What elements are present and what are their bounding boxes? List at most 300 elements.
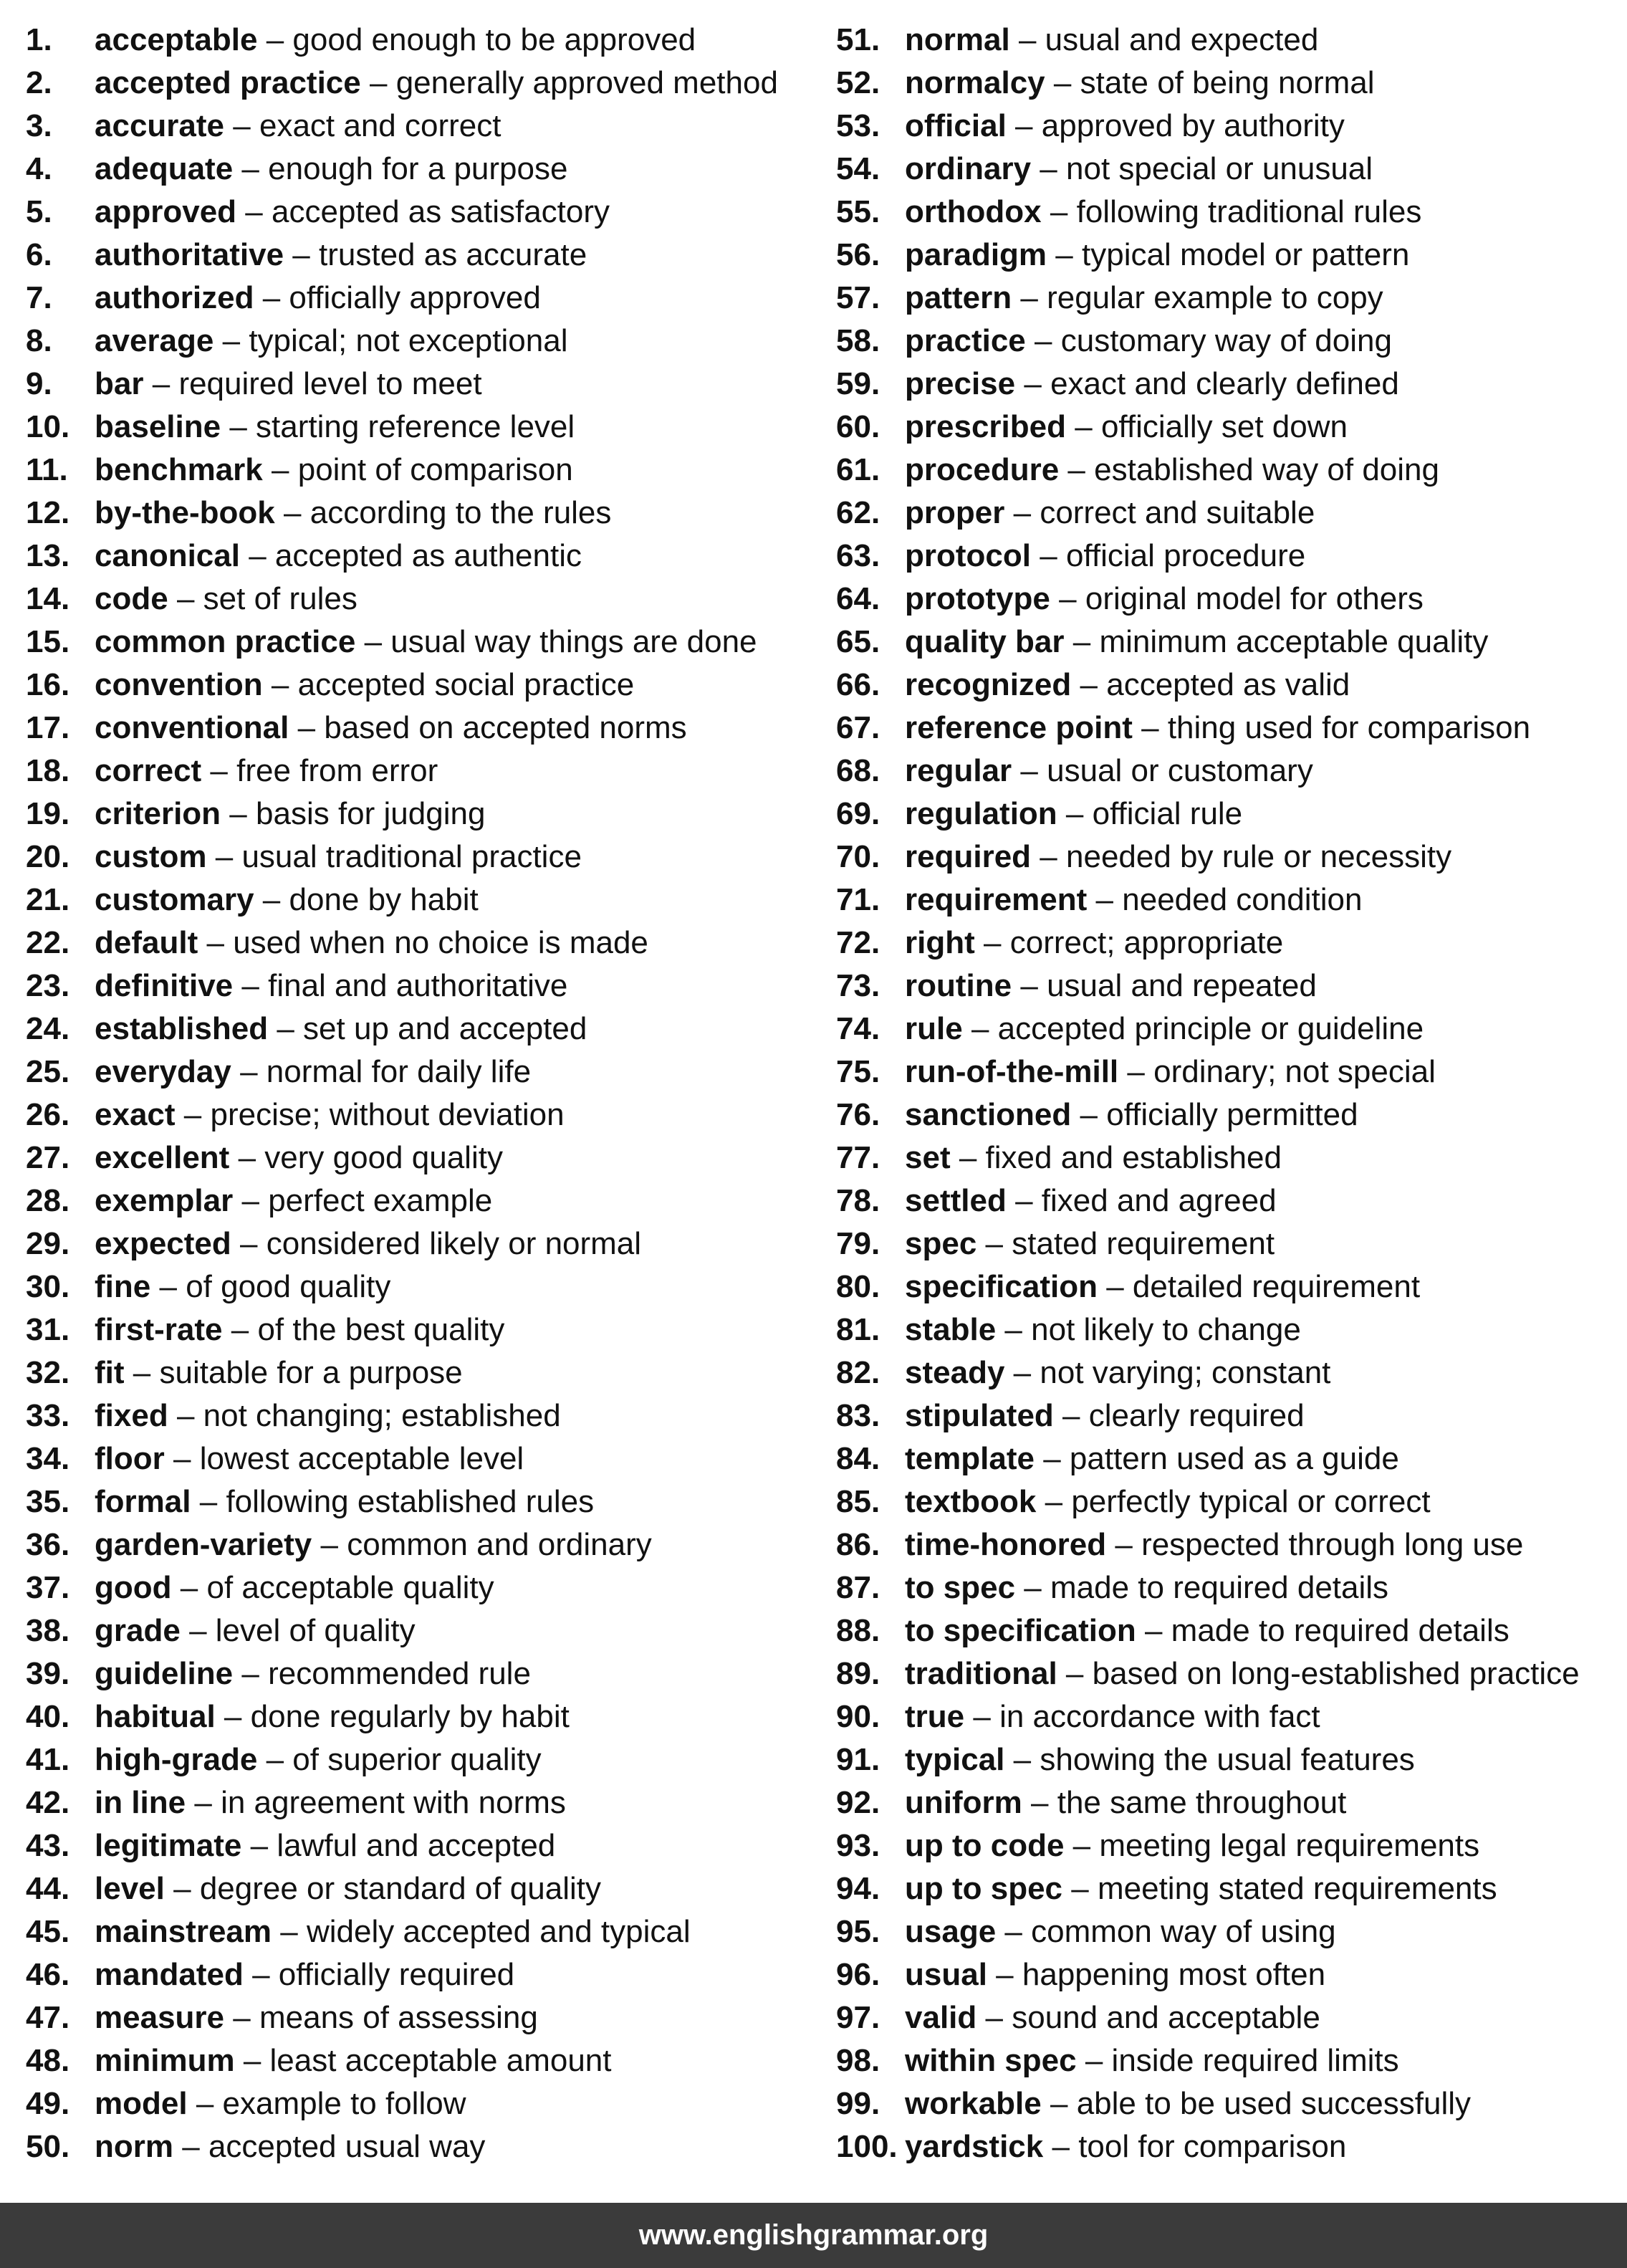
- list-item: [26, 1740, 778, 1783]
- list-item: [836, 1998, 1580, 2041]
- entry-definition: common way of using: [1031, 1914, 1336, 1949]
- entry-separator: –: [182, 2129, 200, 2164]
- entry-separator: –: [240, 1054, 258, 1089]
- entry-definition: based on accepted norms: [324, 710, 687, 745]
- entry-definition: pattern used as a guide: [1069, 1441, 1399, 1476]
- entry-separator: –: [277, 1011, 294, 1046]
- entry-number: 74.: [836, 1011, 880, 1046]
- entry-definition: inside required limits: [1111, 2043, 1399, 2078]
- list-item: [26, 1267, 778, 1310]
- entry-definition: final and authoritative: [268, 968, 568, 1003]
- list-item: [26, 536, 778, 579]
- entry-word: benchmark: [95, 452, 263, 487]
- entry-word: steady: [905, 1355, 1005, 1390]
- list-item: [26, 2084, 778, 2127]
- list-item: [836, 1052, 1580, 1095]
- list-item: [26, 622, 778, 665]
- entry-definition: correct; appropriate: [1009, 925, 1284, 960]
- entry-separator: –: [206, 925, 224, 960]
- list-item: [836, 1740, 1580, 1783]
- entry-definition: typical model or pattern: [1082, 237, 1410, 272]
- list-item: [836, 794, 1580, 837]
- entry-number: 32.: [26, 1355, 70, 1390]
- list-item: [26, 106, 778, 149]
- entry-separator: –: [1144, 1613, 1163, 1648]
- entry-word: to spec: [905, 1570, 1016, 1605]
- entry-definition: level of quality: [215, 1613, 416, 1648]
- entry-word: required: [905, 839, 1032, 874]
- list-item: [26, 751, 778, 794]
- entry-number: 4.: [26, 151, 52, 186]
- entry-number: 24.: [26, 1011, 70, 1046]
- entry-word: acceptable: [95, 22, 258, 57]
- list-item: [836, 1181, 1580, 1224]
- entry-separator: –: [229, 796, 247, 831]
- entry-separator: –: [196, 2086, 214, 2121]
- entry-word: specification: [905, 1269, 1098, 1304]
- entry-number: 80.: [836, 1269, 880, 1304]
- entry-definition: widely accepted and typical: [306, 1914, 691, 1949]
- entry-number: 95.: [836, 1914, 880, 1949]
- entry-definition: ordinary; not special: [1153, 1054, 1436, 1089]
- list-item: [836, 751, 1580, 794]
- entry-definition: of the best quality: [257, 1312, 505, 1347]
- entry-separator: –: [241, 1183, 259, 1218]
- entry-definition: usual or customary: [1047, 753, 1313, 788]
- entry-separator: –: [280, 1914, 298, 1949]
- list-item: [836, 321, 1580, 364]
- entry-definition: in accordance with fact: [999, 1699, 1320, 1734]
- entry-word: first-rate: [95, 1312, 223, 1347]
- list-item: [836, 235, 1580, 278]
- entry-number: 30.: [26, 1269, 70, 1304]
- entry-word: norm: [95, 2129, 173, 2164]
- entry-separator: –: [266, 22, 284, 57]
- list-item: [836, 1482, 1580, 1525]
- entry-separator: –: [245, 194, 263, 229]
- entry-number: 12.: [26, 495, 70, 530]
- entry-separator: –: [1127, 1054, 1145, 1089]
- entry-definition: the same throughout: [1057, 1785, 1347, 1820]
- list-item: [836, 493, 1580, 536]
- entry-number: 9.: [26, 366, 52, 401]
- entry-definition: thing used for comparison: [1167, 710, 1531, 745]
- entry-separator: –: [985, 1226, 1004, 1261]
- entry-definition: accepted as satisfactory: [272, 194, 610, 229]
- entry-separator: –: [262, 280, 281, 315]
- entry-definition: detailed requirement: [1132, 1269, 1421, 1304]
- list-item: [836, 63, 1580, 106]
- entry-definition: suitable for a purpose: [159, 1355, 463, 1390]
- entry-separator: –: [241, 1656, 259, 1691]
- list-item: [26, 1912, 778, 1955]
- entry-number: 68.: [836, 753, 880, 788]
- entry-separator: –: [173, 1871, 191, 1906]
- entry-number: 37.: [26, 1570, 70, 1605]
- list-item: [26, 364, 778, 407]
- list-item: [836, 1525, 1580, 1568]
- entry-word: workable: [905, 2086, 1042, 2121]
- entry-definition: precise; without deviation: [210, 1097, 565, 1132]
- entry-word: accepted practice: [95, 65, 361, 100]
- entry-word: procedure: [905, 452, 1060, 487]
- entry-number: 69.: [836, 796, 880, 831]
- footer-banner: [0, 2203, 1627, 2268]
- entry-word: typical: [905, 1742, 1005, 1777]
- list-item: [26, 278, 778, 321]
- entry-separator: –: [1080, 667, 1098, 702]
- entry-word: exact: [95, 1097, 176, 1132]
- list-item: [26, 1869, 778, 1912]
- list-item: [836, 1826, 1580, 1869]
- entry-definition: perfect example: [268, 1183, 493, 1218]
- entry-separator: –: [231, 1312, 249, 1347]
- entry-word: conventional: [95, 710, 289, 745]
- entry-separator: –: [249, 538, 267, 573]
- entry-word: approved: [95, 194, 237, 229]
- entry-definition: exact and clearly defined: [1050, 366, 1399, 401]
- entry-number: 11.: [26, 452, 68, 487]
- entry-number: 62.: [836, 495, 880, 530]
- entry-word: run-of-the-mill: [905, 1054, 1119, 1089]
- entry-word: stipulated: [905, 1398, 1054, 1433]
- entry-definition: happening most often: [1022, 1957, 1326, 1992]
- entry-word: up to code: [905, 1828, 1065, 1863]
- entry-definition: according to the rules: [309, 495, 612, 530]
- entry-separator: –: [262, 882, 281, 917]
- entry-word: orthodox: [905, 194, 1042, 229]
- list-item: [26, 1998, 778, 2041]
- entry-definition: fixed and established: [985, 1140, 1282, 1175]
- entry-separator: –: [1018, 22, 1037, 57]
- entry-definition: exact and correct: [259, 108, 501, 143]
- entry-word: routine: [905, 968, 1012, 1003]
- entry-word: uniform: [905, 1785, 1022, 1820]
- entry-separator: –: [1095, 882, 1114, 917]
- entry-number: 73.: [836, 968, 880, 1003]
- entry-separator: –: [1080, 1097, 1098, 1132]
- list-item: [836, 364, 1580, 407]
- entry-definition: done regularly by habit: [250, 1699, 570, 1734]
- list-item: [26, 20, 778, 63]
- entry-separator: –: [1013, 495, 1032, 530]
- entry-definition: in agreement with norms: [221, 1785, 566, 1820]
- list-item: [26, 579, 778, 622]
- list-item: [26, 1654, 778, 1697]
- entry-number: 76.: [836, 1097, 880, 1132]
- entry-definition: clearly required: [1088, 1398, 1305, 1433]
- entry-number: 52.: [836, 65, 880, 100]
- entry-separator: –: [1050, 194, 1068, 229]
- entry-number: 47.: [26, 2000, 70, 2035]
- entry-number: 53.: [836, 108, 880, 143]
- entry-definition: usual way things are done: [390, 624, 757, 659]
- entry-definition: perfectly typical or correct: [1071, 1484, 1431, 1519]
- entry-word: regulation: [905, 796, 1057, 831]
- entry-separator: –: [973, 1699, 991, 1734]
- entry-number: 60.: [836, 409, 880, 444]
- entry-word: time-honored: [905, 1527, 1107, 1562]
- entry-definition: original model for others: [1085, 581, 1424, 616]
- entry-number: 23.: [26, 968, 70, 1003]
- entry-number: 63.: [836, 538, 880, 573]
- entry-number: 35.: [26, 1484, 70, 1519]
- entry-word: accurate: [95, 108, 225, 143]
- entry-number: 89.: [836, 1656, 880, 1691]
- entry-word: official: [905, 108, 1007, 143]
- entry-definition: officially permitted: [1106, 1097, 1358, 1132]
- entry-number: 1.: [26, 22, 52, 57]
- entry-definition: accepted as valid: [1106, 667, 1350, 702]
- entry-definition: approved by authority: [1041, 108, 1345, 143]
- entry-number: 40.: [26, 1699, 70, 1734]
- entry-word: usual: [905, 1957, 987, 1992]
- entry-separator: –: [1053, 65, 1072, 100]
- entry-number: 34.: [26, 1441, 70, 1476]
- entry-word: habitual: [95, 1699, 216, 1734]
- list-item: [836, 192, 1580, 235]
- entry-definition: respected through long use: [1141, 1527, 1524, 1562]
- list-item: [836, 708, 1580, 751]
- entry-number: 70.: [836, 839, 880, 874]
- list-item: [26, 1826, 778, 1869]
- entry-word: floor: [95, 1441, 165, 1476]
- entry-number: 36.: [26, 1527, 70, 1562]
- entry-number: 78.: [836, 1183, 880, 1218]
- entry-separator: –: [320, 1527, 338, 1562]
- entry-number: 55.: [836, 194, 880, 229]
- list-item: [836, 579, 1580, 622]
- word-list-column-left: [26, 20, 778, 2170]
- entry-definition: not special or unusual: [1066, 151, 1373, 186]
- entry-number: 13.: [26, 538, 70, 573]
- entry-word: precise: [905, 366, 1016, 401]
- entry-number: 91.: [836, 1742, 880, 1777]
- entry-word: pattern: [905, 280, 1012, 315]
- entry-number: 86.: [836, 1527, 880, 1562]
- entry-definition: not varying; constant: [1040, 1355, 1331, 1390]
- entry-number: 75.: [836, 1054, 880, 1089]
- entry-number: 93.: [836, 1828, 880, 1863]
- entry-word: yardstick: [905, 2129, 1044, 2164]
- entry-definition: used when no choice is made: [233, 925, 648, 960]
- entry-definition: accepted principle or guideline: [997, 1011, 1424, 1046]
- entry-number: 90.: [836, 1699, 880, 1734]
- entry-number: 79.: [836, 1226, 880, 1261]
- word-list: [26, 20, 1609, 2170]
- entry-separator: –: [1085, 2043, 1103, 2078]
- entry-number: 21.: [26, 882, 70, 917]
- entry-number: 7.: [26, 280, 52, 315]
- entry-definition: lowest acceptable level: [199, 1441, 524, 1476]
- list-item: [836, 536, 1580, 579]
- entry-word: textbook: [905, 1484, 1037, 1519]
- list-item: [836, 278, 1580, 321]
- entry-word: set: [905, 1140, 951, 1175]
- entry-number: 77.: [836, 1140, 880, 1175]
- entry-number: 94.: [836, 1871, 880, 1906]
- entry-separator: –: [194, 1785, 212, 1820]
- entry-number: 43.: [26, 1828, 70, 1863]
- list-item: [836, 880, 1580, 923]
- list-item: [26, 880, 778, 923]
- entry-number: 16.: [26, 667, 70, 702]
- entry-definition: state of being normal: [1080, 65, 1375, 100]
- entry-number: 98.: [836, 2043, 880, 2078]
- entry-definition: officially approved: [289, 280, 541, 315]
- entry-number: 65.: [836, 624, 880, 659]
- entry-definition: lawful and accepted: [277, 1828, 556, 1863]
- entry-separator: –: [1031, 1785, 1049, 1820]
- entry-number: 85.: [836, 1484, 880, 1519]
- entry-word: regular: [905, 753, 1012, 788]
- entry-definition: accepted social practice: [297, 667, 635, 702]
- list-item: [26, 1353, 778, 1396]
- entry-separator: –: [241, 968, 259, 1003]
- entry-definition: correct and suitable: [1040, 495, 1315, 530]
- entry-separator: –: [1071, 1871, 1089, 1906]
- entry-word: expected: [95, 1226, 231, 1261]
- entry-number: 10.: [26, 409, 70, 444]
- list-item: [26, 1439, 778, 1482]
- list-item: [836, 1353, 1580, 1396]
- entry-word: correct: [95, 753, 202, 788]
- entry-word: exemplar: [95, 1183, 234, 1218]
- entry-definition: official procedure: [1065, 538, 1306, 573]
- entry-number: 82.: [836, 1355, 880, 1390]
- entry-number: 8.: [26, 323, 52, 358]
- list-item: [26, 321, 778, 364]
- entry-separator: –: [1013, 1742, 1032, 1777]
- entry-definition: usual and expected: [1045, 22, 1319, 57]
- entry-word: minimum: [95, 2043, 235, 2078]
- entry-separator: –: [183, 1097, 202, 1132]
- entry-separator: –: [1065, 796, 1084, 831]
- entry-number: 83.: [836, 1398, 880, 1433]
- list-item: [836, 1310, 1580, 1353]
- entry-definition: set of rules: [203, 581, 357, 616]
- list-item: [26, 837, 778, 880]
- entry-separator: –: [176, 581, 195, 616]
- entry-definition: not likely to change: [1031, 1312, 1301, 1347]
- entry-separator: –: [1020, 968, 1038, 1003]
- list-item: [26, 1525, 778, 1568]
- entry-definition: set up and accepted: [303, 1011, 587, 1046]
- entry-definition: of superior quality: [292, 1742, 542, 1777]
- list-item: [26, 1138, 778, 1181]
- list-item: [836, 1654, 1580, 1697]
- entry-word: recognized: [905, 667, 1072, 702]
- entry-number: 38.: [26, 1613, 70, 1648]
- entry-definition: usual and repeated: [1047, 968, 1317, 1003]
- entry-separator: –: [1013, 1355, 1032, 1390]
- list-item: [836, 2127, 1580, 2170]
- entry-definition: following established rules: [226, 1484, 595, 1519]
- entry-definition: free from error: [236, 753, 438, 788]
- entry-separator: –: [189, 1613, 207, 1648]
- entry-definition: means of assessing: [259, 2000, 538, 2035]
- entry-number: 51.: [836, 22, 880, 57]
- entry-word: formal: [95, 1484, 191, 1519]
- footer-website-link[interactable]: www.englishgrammar.org: [638, 2219, 989, 2251]
- entry-number: 25.: [26, 1054, 70, 1089]
- entry-definition: common and ordinary: [347, 1527, 652, 1562]
- entry-definition: tool for comparison: [1078, 2129, 1347, 2164]
- list-item: [836, 20, 1580, 63]
- entry-word: baseline: [95, 409, 221, 444]
- list-item: [836, 1611, 1580, 1654]
- list-item: [26, 1783, 778, 1826]
- entry-definition: recommended rule: [268, 1656, 531, 1691]
- list-item: [26, 1009, 778, 1052]
- entry-number: 92.: [836, 1785, 880, 1820]
- entry-separator: –: [1072, 624, 1091, 659]
- entry-word: rule: [905, 1011, 963, 1046]
- entry-separator: –: [984, 925, 1002, 960]
- entry-separator: –: [176, 1398, 195, 1433]
- entry-definition: of good quality: [186, 1269, 391, 1304]
- entry-word: in line: [95, 1785, 186, 1820]
- entry-number: 41.: [26, 1742, 70, 1777]
- entry-number: 100.: [836, 2129, 898, 2164]
- entry-number: 44.: [26, 1871, 70, 1906]
- list-item: [836, 2041, 1580, 2084]
- entry-definition: typical; not exceptional: [249, 323, 568, 358]
- list-item: [26, 2127, 778, 2170]
- entry-definition: based on long-established practice: [1092, 1656, 1580, 1691]
- entry-word: definitive: [95, 968, 234, 1003]
- entry-definition: fixed and agreed: [1041, 1183, 1277, 1218]
- entry-number: 15.: [26, 624, 70, 659]
- entry-separator: –: [215, 839, 234, 874]
- entry-definition: generally approved method: [395, 65, 778, 100]
- list-item: [836, 1955, 1580, 1998]
- entry-separator: –: [1020, 753, 1038, 788]
- entry-separator: –: [1024, 1570, 1042, 1605]
- entry-definition: degree or standard of quality: [199, 1871, 601, 1906]
- entry-number: 49.: [26, 2086, 70, 2121]
- entry-word: stable: [905, 1312, 997, 1347]
- entry-number: 17.: [26, 710, 70, 745]
- entry-separator: –: [1055, 237, 1073, 272]
- list-item: [26, 1611, 778, 1654]
- entry-number: 3.: [26, 108, 52, 143]
- entry-separator: –: [1052, 2129, 1070, 2164]
- entry-word: bar: [95, 366, 144, 401]
- list-item: [26, 1955, 778, 1998]
- entry-separator: –: [1072, 1828, 1091, 1863]
- list-item: [836, 106, 1580, 149]
- entry-separator: –: [1040, 538, 1057, 573]
- entry-definition: not changing; established: [203, 1398, 561, 1433]
- entry-number: 64.: [836, 581, 880, 616]
- entry-separator: –: [199, 1484, 218, 1519]
- entry-definition: considered likely or normal: [266, 1226, 642, 1261]
- entry-number: 42.: [26, 1785, 70, 1820]
- entry-number: 27.: [26, 1140, 70, 1175]
- list-item: [836, 665, 1580, 708]
- entry-number: 72.: [836, 925, 880, 960]
- entry-definition: regular example to copy: [1047, 280, 1383, 315]
- entry-word: authorized: [95, 280, 254, 315]
- list-item: [836, 1224, 1580, 1267]
- entry-word: quality bar: [905, 624, 1065, 659]
- entry-word: within spec: [905, 2043, 1077, 2078]
- entry-number: 28.: [26, 1183, 70, 1218]
- list-item: [26, 1181, 778, 1224]
- entry-definition: trusted as accurate: [319, 237, 587, 272]
- list-item: [836, 966, 1580, 1009]
